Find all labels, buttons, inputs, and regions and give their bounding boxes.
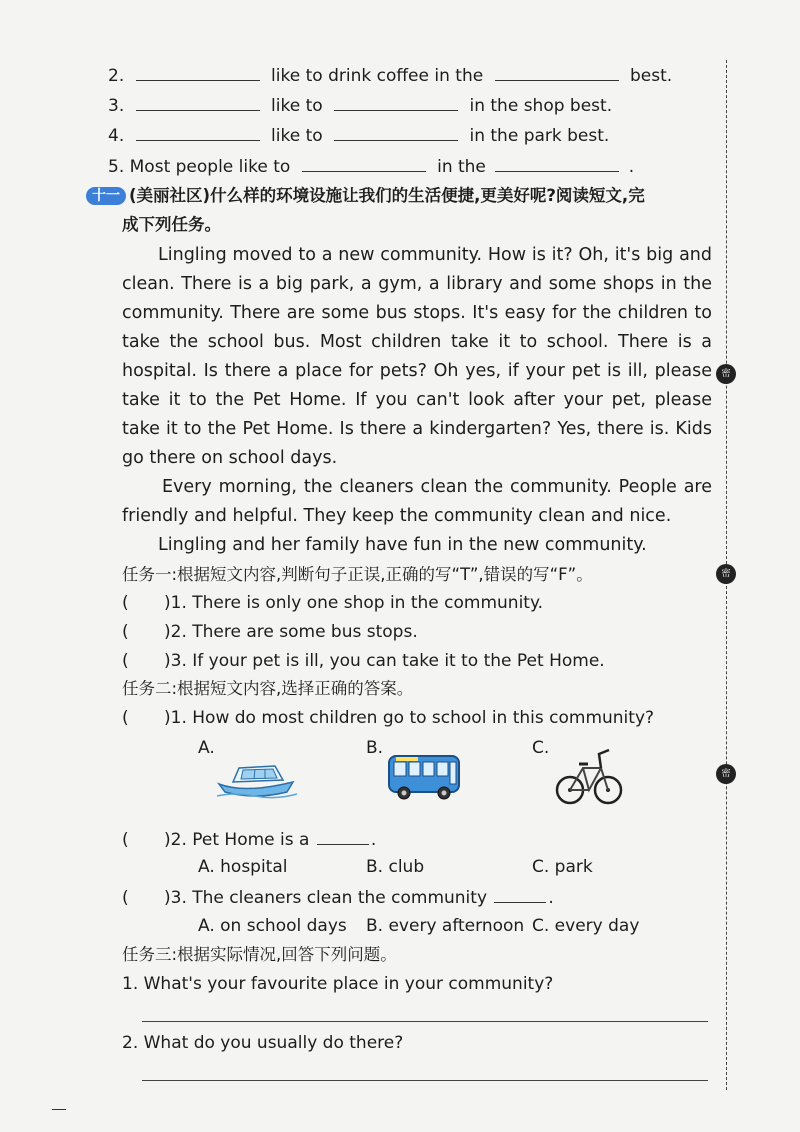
q2-option-a[interactable]: A. hospital [198, 857, 288, 877]
binding-dot-icon: 密 [716, 764, 736, 784]
binding-dot-icon: 密 [716, 564, 736, 584]
task2-title: 任务二:根据短文内容,选择正确的答案。 [122, 679, 414, 698]
option-c-label: C. [532, 738, 550, 758]
answer-blank[interactable] [317, 828, 369, 845]
section-title-cont: 成下列任务。 [122, 215, 221, 234]
bus-icon[interactable] [386, 752, 462, 802]
answer-line-2[interactable] [142, 1080, 708, 1081]
section-title: 十一 (美丽社区)什么样的环境设施让我们的生活便捷,更美好呢?阅读短文,完 [86, 185, 645, 207]
corner-mark [52, 1109, 66, 1110]
task3-title: 任务三:根据实际情况,回答下列问题。 [122, 945, 397, 964]
passage-paragraph-2: Every morning, the cleaners clean the community. People are friendly and helpful. They keep the community clean and nice. [122, 477, 712, 526]
answer-bracket[interactable]: ( [122, 708, 129, 728]
answer-blank[interactable] [495, 155, 619, 172]
reading-passage [122, 241, 712, 560]
answer-blank[interactable] [494, 886, 546, 903]
task1-item-3: ( )3. If your pet is ill, you can take it to the Pet Home. [122, 651, 605, 671]
fill-line-4: 4. like to in the park best. [108, 126, 610, 146]
fill-line-2: 2. like to drink coffee in the best. [108, 66, 673, 86]
task2-question-3: ( )3. The cleaners clean the community . [122, 888, 554, 908]
q3-option-a[interactable]: A. on school days [198, 916, 347, 936]
answer-bracket[interactable]: ( [122, 830, 129, 850]
answer-bracket[interactable]: ( [122, 651, 129, 671]
answer-blank[interactable] [136, 94, 260, 111]
binding-dot-icon: 密 [716, 364, 736, 384]
option-b-label: B. [366, 738, 384, 758]
passage-paragraph-3: Lingling and her family have fun in the new community. [158, 535, 647, 555]
answer-line-1[interactable] [142, 1021, 708, 1022]
q3-option-c[interactable]: C. every day [532, 916, 640, 936]
q2-option-b[interactable]: B. club [366, 857, 425, 877]
answer-blank[interactable] [136, 64, 260, 81]
section-number-badge: 十一 [86, 187, 126, 205]
task3-question-2: 2. What do you usually do there? [122, 1033, 404, 1053]
task2-question-1: ( )1. How do most children go to school in this community? [122, 708, 655, 728]
boat-icon[interactable] [215, 754, 299, 800]
q2-option-c[interactable]: C. park [532, 857, 593, 877]
answer-blank[interactable] [495, 64, 619, 81]
passage-paragraph-1: Lingling moved to a new community. How is it? Oh, it's big and clean. There is a big park, a gym, a library and some shops in the community. There are some bus stops. It's easy for the children to take the school bus. Most children take it to school. There is a hospital. Is there a place for pets? Oh yes, if your pet is ill, please take it to the Pet Home. If you can't look after your pet, please take it to the Pet Home. Is there a kindergarten? Yes, there is. Kids go there on school days. [122, 245, 712, 468]
answer-bracket[interactable]: ( [122, 622, 129, 642]
answer-blank[interactable] [334, 94, 458, 111]
fill-line-3: 3. like to in the shop best. [108, 96, 613, 116]
bicycle-icon[interactable] [555, 742, 623, 810]
answer-blank[interactable] [136, 124, 260, 141]
q3-option-b[interactable]: B. every afternoon [366, 916, 525, 936]
task1-item-2: ( )2. There are some bus stops. [122, 622, 418, 642]
fill-line-5: 5. Most people like to in the . [108, 157, 635, 177]
task1-title: 任务一:根据短文内容,判断句子正误,正确的写“T”,错误的写“F”。 [122, 565, 593, 584]
task1-item-1: ( )1. There is only one shop in the community. [122, 593, 544, 613]
answer-bracket[interactable]: ( [122, 593, 129, 613]
option-a-label: A. [198, 738, 215, 758]
answer-blank[interactable] [302, 155, 426, 172]
task3-question-1: 1. What's your favourite place in your community? [122, 974, 554, 994]
task2-question-2: ( )2. Pet Home is a . [122, 830, 377, 850]
answer-bracket[interactable]: ( [122, 888, 129, 908]
answer-blank[interactable] [334, 124, 458, 141]
